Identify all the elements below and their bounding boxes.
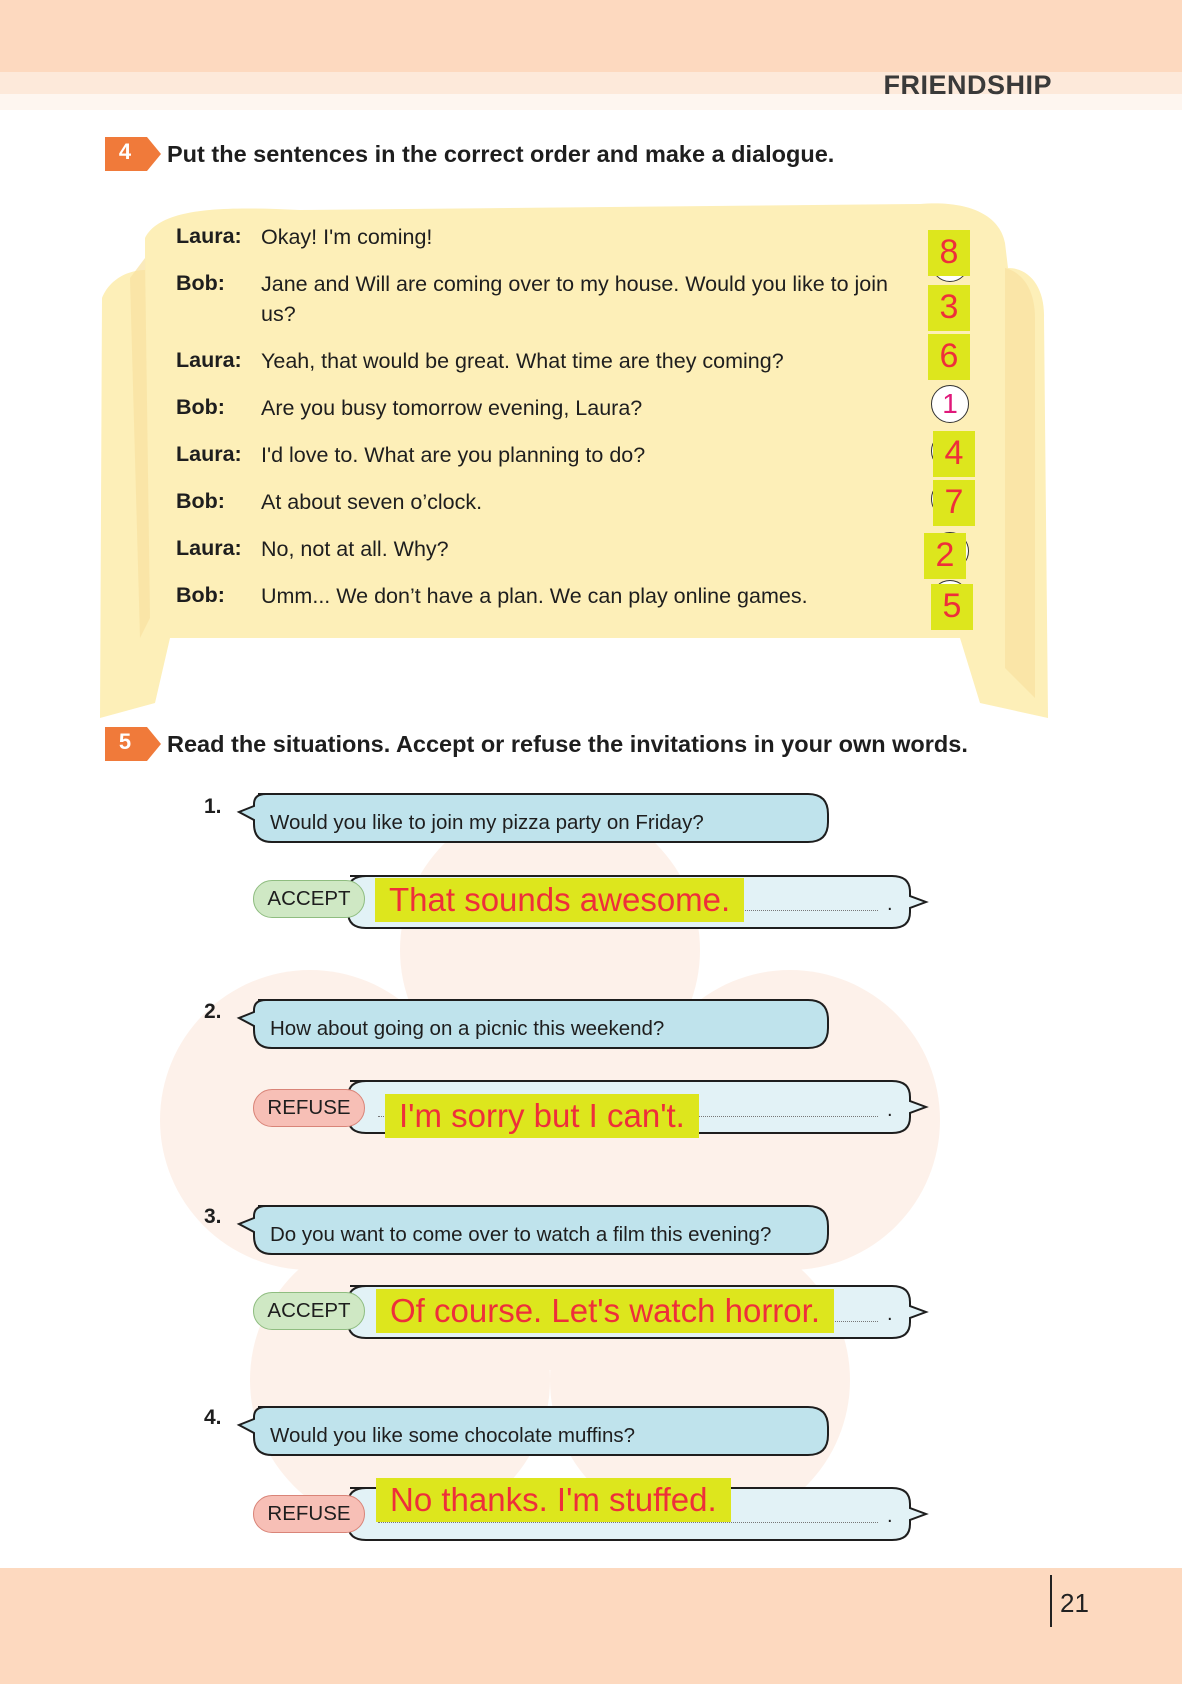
speaker: Laura: (176, 442, 242, 466)
exercise-5-instruction: Read the situations. Accept or refuse the invitations in your own words. (167, 731, 968, 757)
reply-answer[interactable]: That sounds awesome. (375, 878, 744, 922)
dialogue-line: Are you busy tomorrow evening, Laura? (261, 396, 643, 420)
speaker: Bob: (176, 271, 225, 295)
dialogue-line: I'd love to. What are you planning to do? (261, 443, 646, 467)
order-circle-example (931, 385, 969, 423)
item-number: 2. (204, 1000, 222, 1023)
order-answer-3[interactable]: 3 (928, 285, 970, 331)
question-text: Would you like to join my pizza party on Friday? (270, 811, 704, 834)
accept-label: ACCEPT (253, 880, 365, 918)
item-number: 3. (204, 1205, 222, 1228)
speaker: Laura: (176, 536, 242, 560)
exercise-4-number: 4 (118, 139, 132, 164)
question-text: How about going on a picnic this weekend? (270, 1017, 665, 1040)
speaker: Laura: (176, 348, 242, 372)
footer-band (0, 1568, 1182, 1684)
dialogue-line: Okay! I'm coming! (261, 225, 433, 249)
refuse-label: REFUSE (253, 1495, 365, 1533)
exercise-4-instruction: Put the sentences in the correct order and make a dialogue. (167, 141, 835, 167)
speaker: Laura: (176, 224, 242, 248)
reply-answer[interactable]: I'm sorry but I can't. (385, 1094, 699, 1138)
speaker: Bob: (176, 489, 225, 513)
speaker: Bob: (176, 395, 225, 419)
header-band (0, 0, 1182, 72)
order-example-1: 1 (942, 388, 958, 419)
speaker: Bob: (176, 583, 225, 607)
reply-answer[interactable]: No thanks. I'm stuffed. (376, 1478, 731, 1522)
order-answer-8[interactable]: 8 (928, 230, 970, 276)
question-text: Would you like some chocolate muffins? (270, 1424, 636, 1447)
order-answer-7[interactable]: 7 (933, 480, 975, 526)
period: . (887, 1303, 893, 1325)
dialogue-line: Yeah, that would be great. What time are they coming? (261, 349, 784, 373)
dialogue-line: At about seven o’clock. (261, 490, 483, 514)
order-answer-5[interactable]: 5 (931, 584, 973, 630)
item-number: 4. (204, 1406, 222, 1429)
order-answer-6[interactable]: 6 (928, 334, 970, 380)
period: . (887, 1505, 893, 1527)
dialogue-line: No, not at all. Why? (261, 537, 449, 561)
accept-label: ACCEPT (253, 1292, 365, 1330)
reply-answer[interactable]: Of course. Let's watch horror. (376, 1289, 834, 1333)
question-text: Do you want to come over to watch a film this evening? (270, 1223, 772, 1246)
exercise-5-number: 5 (118, 729, 132, 754)
page-number-divider (1050, 1575, 1052, 1627)
page-number: 21 (1060, 1588, 1089, 1618)
dialogue-line: Jane and Will are coming over to my house. Would you like to join us? (261, 272, 888, 326)
dialogue-line: Umm... We don’t have a plan. We can play online games. (261, 584, 808, 608)
answer-line (378, 1522, 878, 1523)
period: . (887, 893, 893, 915)
order-answer-4[interactable]: 4 (933, 431, 975, 477)
item-number: 1. (204, 795, 222, 818)
refuse-label: REFUSE (253, 1089, 365, 1127)
order-answer-2[interactable]: 2 (924, 533, 966, 579)
period: . (887, 1099, 893, 1121)
unit-title: FRIENDSHIP (883, 70, 1052, 100)
exercise-5-badge (105, 727, 161, 761)
exercise-4-badge (105, 137, 161, 171)
